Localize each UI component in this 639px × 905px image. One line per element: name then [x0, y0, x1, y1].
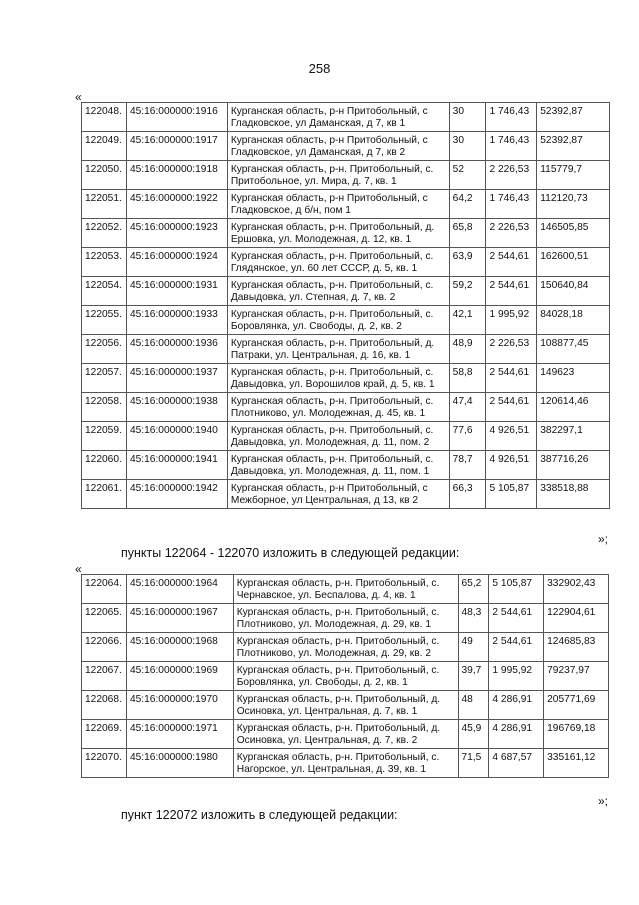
area-value: 59,2	[449, 277, 486, 306]
cadastral-number: 45:16:000000:1936	[126, 335, 227, 364]
address	[233, 633, 458, 662]
address-line-1: Курганская область, р-н Притобольный, с	[230, 483, 428, 494]
total-value: 122904,61	[544, 604, 609, 633]
rate-value: 2 544,61	[486, 393, 537, 422]
total-value: 162600,51	[537, 248, 610, 277]
quote-open-1: «	[75, 90, 82, 104]
area-value: 47,4	[449, 393, 486, 422]
address-line-1: Курганская область, р-н. Притобольный, д.	[236, 723, 441, 734]
address	[227, 277, 449, 306]
table-row	[82, 277, 610, 306]
rate-value: 2 544,61	[486, 277, 537, 306]
cadastral-number: 45:16:000000:1917	[126, 132, 227, 161]
row-number: 122052.	[82, 219, 127, 248]
address	[227, 132, 449, 161]
address	[233, 691, 458, 720]
row-number: 122069.	[82, 720, 127, 749]
row-number: 122065.	[82, 604, 127, 633]
table-row	[82, 749, 609, 778]
area-value: 78,7	[449, 451, 486, 480]
table-row	[82, 691, 609, 720]
address-line-2: Давыдовка, ул. Степная, д. 7, кв. 2	[230, 291, 396, 303]
rate-value: 2 544,61	[486, 248, 537, 277]
cadastral-number: 45:16:000000:1923	[126, 219, 227, 248]
total-value: 387716,26	[537, 451, 610, 480]
table-row	[82, 190, 610, 219]
address-line-1: Курганская область, р-н. Притобольный, с.	[230, 251, 434, 262]
address-line-1: Курганская область, р-н. Притобольный, с.	[236, 578, 440, 589]
cadastral-number: 45:16:000000:1942	[126, 480, 227, 509]
cadastral-number: 45:16:000000:1916	[126, 103, 227, 132]
cadastral-number: 45:16:000000:1933	[126, 306, 227, 335]
cadastral-number: 45:16:000000:1971	[126, 720, 233, 749]
row-number: 122061.	[82, 480, 127, 509]
address-line-2: Осиновка, ул. Центральная, д. 7, кв. 1	[236, 705, 418, 717]
table-row	[82, 335, 610, 364]
rate-value: 4 286,91	[489, 691, 544, 720]
instruction-paragraph-1: пункты 122064 - 122070 изложить в следующей редакции:	[121, 546, 460, 560]
total-value: 196769,18	[544, 720, 609, 749]
table-row	[82, 422, 610, 451]
address-line-2: Боровлянка, ул. Свободы, д. 2, кв. 1	[236, 676, 408, 688]
address-line-1: Курганская область, р-н. Притобольный, с.	[230, 309, 434, 320]
total-value: 205771,69	[544, 691, 609, 720]
area-value: 65,2	[458, 575, 489, 604]
table-row	[82, 219, 610, 248]
property-table-1	[81, 102, 610, 509]
rate-value: 1 995,92	[489, 662, 544, 691]
cadastral-number: 45:16:000000:1922	[126, 190, 227, 219]
address-line-1: Курганская область, р-н Притобольный, с	[230, 106, 428, 117]
cadastral-number: 45:16:000000:1968	[126, 633, 233, 662]
row-number: 122066.	[82, 633, 127, 662]
address-line-2: Глядянское, ул. 60 лет СССР, д. 5, кв. 1	[230, 262, 418, 274]
table-row	[82, 720, 609, 749]
rate-value: 5 105,87	[489, 575, 544, 604]
address	[227, 190, 449, 219]
area-value: 63,9	[449, 248, 486, 277]
table-row	[82, 575, 609, 604]
rate-value: 2 544,61	[489, 633, 544, 662]
cadastral-number: 45:16:000000:1918	[126, 161, 227, 190]
cadastral-number: 45:16:000000:1970	[126, 691, 233, 720]
quote-close-1: »;	[598, 532, 609, 546]
rate-value: 1 995,92	[486, 306, 537, 335]
row-number: 122056.	[82, 335, 127, 364]
total-value: 52392,87	[537, 103, 610, 132]
total-value: 124685,83	[544, 633, 609, 662]
cadastral-number: 45:16:000000:1937	[126, 364, 227, 393]
rate-value: 4 926,51	[486, 422, 537, 451]
property-table-2	[81, 574, 609, 778]
address-line-1: Курганская область, р-н Притобольный, с	[230, 135, 428, 146]
rate-value: 1 746,43	[486, 103, 537, 132]
row-number: 122054.	[82, 277, 127, 306]
area-value: 39,7	[458, 662, 489, 691]
row-number: 122057.	[82, 364, 127, 393]
total-value: 108877,45	[537, 335, 610, 364]
cadastral-number: 45:16:000000:1967	[126, 604, 233, 633]
total-value: 338518,88	[537, 480, 610, 509]
address-line-2: Чернавское, ул. Беспалова, д. 4, кв. 1	[236, 589, 416, 601]
row-number: 122055.	[82, 306, 127, 335]
address-line-2: Плотниково, ул. Молодежная, д. 29, кв. 2	[236, 647, 432, 659]
table-row	[82, 480, 610, 509]
cadastral-number: 45:16:000000:1924	[126, 248, 227, 277]
total-value: 112120,73	[537, 190, 610, 219]
address	[227, 422, 449, 451]
area-value: 64,2	[449, 190, 486, 219]
row-number: 122049.	[82, 132, 127, 161]
rate-value: 4 286,91	[489, 720, 544, 749]
address	[233, 575, 458, 604]
table-row	[82, 393, 610, 422]
cadastral-number: 45:16:000000:1941	[126, 451, 227, 480]
row-number: 122059.	[82, 422, 127, 451]
row-number: 122068.	[82, 691, 127, 720]
address-line-2: Ершовка, ул. Молодежная, д. 12, кв. 1	[230, 233, 412, 245]
address	[227, 161, 449, 190]
area-value: 45,9	[458, 720, 489, 749]
total-value: 382297,1	[537, 422, 610, 451]
table-row	[82, 161, 610, 190]
area-value: 66,3	[449, 480, 486, 509]
total-value: 52392,87	[537, 132, 610, 161]
area-value: 77,6	[449, 422, 486, 451]
cadastral-number: 45:16:000000:1964	[126, 575, 233, 604]
address	[227, 335, 449, 364]
address	[227, 451, 449, 480]
area-value: 49	[458, 633, 489, 662]
area-value: 48	[458, 691, 489, 720]
rate-value: 2 226,53	[486, 161, 537, 190]
table-row	[82, 662, 609, 691]
address-line-1: Курганская область, р-н. Притобольный, с.	[230, 367, 434, 378]
address-line-1: Курганская область, р-н. Притобольный, с.	[230, 454, 434, 465]
cadastral-number: 45:16:000000:1980	[126, 749, 233, 778]
address-line-2: Гладковское, ул Даманская, д 7, кв 1	[230, 117, 406, 129]
address	[227, 306, 449, 335]
total-value: 84028,18	[537, 306, 610, 335]
area-value: 52	[449, 161, 486, 190]
total-value: 149623	[537, 364, 610, 393]
address	[227, 364, 449, 393]
rate-value: 4 926,51	[486, 451, 537, 480]
address-line-1: Курганская область, р-н. Притобольный, с.	[230, 280, 434, 291]
table-row	[82, 132, 610, 161]
address	[233, 749, 458, 778]
address-line-1: Курганская область, р-н. Притобольный, с.	[236, 665, 440, 676]
area-value: 71,5	[458, 749, 489, 778]
area-value: 30	[449, 103, 486, 132]
address-line-2: Притобольное, ул. Мира, д. 7, кв. 1	[230, 175, 397, 187]
rate-value: 2 226,53	[486, 335, 537, 364]
rate-value: 2 226,53	[486, 219, 537, 248]
address	[227, 219, 449, 248]
address-line-1: Курганская область, р-н. Притобольный, с.	[230, 396, 434, 407]
cadastral-number: 45:16:000000:1931	[126, 277, 227, 306]
address	[227, 103, 449, 132]
row-number: 122067.	[82, 662, 127, 691]
address-line-2: Плотниково, ул. Молодежная, д. 45, кв. 1	[230, 407, 426, 419]
address-line-1: Курганская область, р-н. Притобольный, д.	[236, 694, 441, 705]
address-line-1: Курганская область, р-н. Притобольный, д.	[230, 222, 435, 233]
address	[227, 393, 449, 422]
address-line-1: Курганская область, р-н. Притобольный, с.	[236, 752, 440, 763]
address	[233, 720, 458, 749]
rate-value: 5 105,87	[486, 480, 537, 509]
address-line-1: Курганская область, р-н. Притобольный, с.	[230, 425, 434, 436]
row-number: 122070.	[82, 749, 127, 778]
address	[227, 248, 449, 277]
address	[227, 480, 449, 509]
table-row	[82, 248, 610, 277]
property-table-2-body	[82, 575, 609, 778]
rate-value: 2 544,61	[489, 604, 544, 633]
row-number: 122064.	[82, 575, 127, 604]
row-number: 122051.	[82, 190, 127, 219]
table-row	[82, 306, 610, 335]
address-line-2: Боровлянка, ул. Свободы, д. 2, кв. 2	[230, 320, 402, 332]
cadastral-number: 45:16:000000:1938	[126, 393, 227, 422]
address-line-2: Давыдовка, ул. Молодежная, д. 11, пом. 2	[230, 436, 430, 448]
address-line-2: Давыдовка, ул. Молодежная, д. 11, пом. 1	[230, 465, 430, 477]
address-line-1: Курганская область, р-н. Притобольный, с.	[230, 164, 434, 175]
address-line-2: Межборное, ул Центральная, д 13, кв 2	[230, 494, 419, 506]
total-value: 115779,7	[537, 161, 610, 190]
area-value: 42,1	[449, 306, 486, 335]
rate-value: 4 687,57	[489, 749, 544, 778]
total-value: 79237,97	[544, 662, 609, 691]
address-line-1: Курганская область, р-н. Притобольный, с.	[236, 607, 440, 618]
total-value: 150640,84	[537, 277, 610, 306]
address-line-2: Патраки, ул. Центральная, д. 16, кв. 1	[230, 349, 411, 361]
table-row	[82, 103, 610, 132]
cadastral-number: 45:16:000000:1969	[126, 662, 233, 691]
page-number: 258	[308, 61, 331, 76]
area-value: 58,8	[449, 364, 486, 393]
address-line-1: Курганская область, р-н. Притобольный, д.	[230, 338, 435, 349]
address	[233, 662, 458, 691]
table-row	[82, 633, 609, 662]
row-number: 122050.	[82, 161, 127, 190]
row-number: 122060.	[82, 451, 127, 480]
total-value: 332902,43	[544, 575, 609, 604]
row-number: 122053.	[82, 248, 127, 277]
row-number: 122048.	[82, 103, 127, 132]
quote-close-2: »;	[598, 794, 609, 808]
rate-value: 2 544,61	[486, 364, 537, 393]
quote-open-2: «	[75, 562, 82, 576]
cadastral-number: 45:16:000000:1940	[126, 422, 227, 451]
address-line-1: Курганская область, р-н Притобольный, с	[230, 193, 428, 204]
row-number: 122058.	[82, 393, 127, 422]
area-value: 48,9	[449, 335, 486, 364]
address-line-2: Давыдовка, ул. Ворошилов край, д. 5, кв. 1	[230, 378, 435, 390]
address-line-2: Осиновка, ул. Центральная, д. 7, кв. 2	[236, 734, 418, 746]
table-row	[82, 451, 610, 480]
address	[233, 604, 458, 633]
address-line-2: Гладковское, д б/н, пом 1	[230, 204, 351, 216]
total-value: 335161,12	[544, 749, 609, 778]
rate-value: 1 746,43	[486, 190, 537, 219]
area-value: 65,8	[449, 219, 486, 248]
total-value: 120614,46	[537, 393, 610, 422]
table-row	[82, 604, 609, 633]
rate-value: 1 746,43	[486, 132, 537, 161]
address-line-1: Курганская область, р-н. Притобольный, с.	[236, 636, 440, 647]
address-line-2: Нагорское, ул. Центральная, д. 39, кв. 1	[236, 763, 427, 775]
address-line-2: Плотниково, ул. Молодежная, д. 29, кв. 1	[236, 618, 432, 630]
area-value: 48,3	[458, 604, 489, 633]
area-value: 30	[449, 132, 486, 161]
total-value: 146505,85	[537, 219, 610, 248]
property-table-1-body	[82, 103, 610, 509]
address-line-2: Гладковское, ул Даманская, д 7, кв 2	[230, 146, 406, 158]
instruction-paragraph-2: пункт 122072 изложить в следующей редакции:	[121, 808, 398, 822]
table-row	[82, 364, 610, 393]
